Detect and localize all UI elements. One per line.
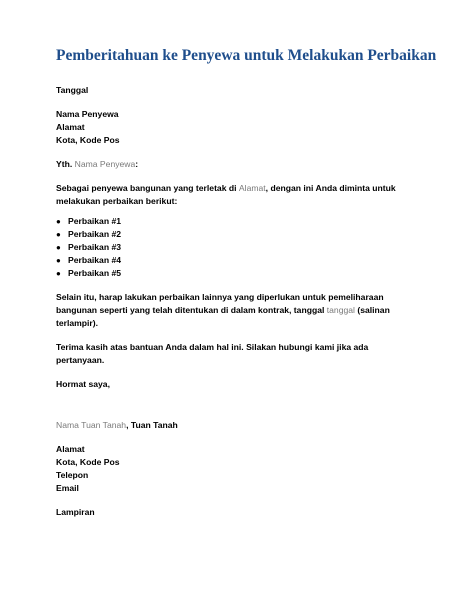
- bullet-icon: ●: [56, 217, 61, 226]
- list-item: [56, 228, 416, 241]
- closing: Hormat saya,: [56, 379, 110, 389]
- intro-text-before: Sebagai penyewa bangunan yang terletak di: [56, 183, 239, 193]
- date-label: Tanggal: [56, 85, 89, 95]
- list-item: [56, 267, 416, 280]
- repair-item-label: Perbaikan #3: [68, 242, 122, 252]
- bullet-icon: ●: [56, 243, 61, 252]
- bullet-icon: ●: [56, 256, 61, 265]
- sender-phone: Telepon: [56, 470, 89, 480]
- thanks-paragraph: Terima kasih atas bantuan Anda dalam hal ini. Silakan hubungi kami jika ada pertanyaan.: [56, 342, 369, 365]
- intro-address-placeholder: Alamat: [238, 183, 266, 193]
- salutation: [56, 158, 416, 171]
- list-item: [56, 241, 416, 254]
- body-date-placeholder: tanggal: [326, 305, 355, 315]
- sender-email: Email: [56, 483, 79, 493]
- recipient-city: Kota, Kode Pos: [56, 135, 120, 145]
- sender-address: Alamat: [56, 444, 85, 454]
- repair-item-label: Perbaikan #4: [68, 255, 122, 265]
- sender-city: Kota, Kode Pos: [56, 457, 120, 467]
- body-paragraph: [56, 291, 416, 330]
- attachment-label: Lampiran: [56, 507, 95, 517]
- salutation-name-placeholder: Nama Penyewa: [74, 159, 136, 169]
- bullet-icon: ●: [56, 230, 61, 239]
- letter-title: Pemberitahuan ke Penyewa untuk Melakukan Perbaikan: [56, 47, 437, 64]
- repair-item-label: Perbaikan #2: [68, 229, 122, 239]
- body-text-before: Selain itu, harap lakukan perbaikan lainnya yang diperlukan untuk pemeliharaan bangunan seperti yang telah ditentukan di dalam kontrak, tanggal: [56, 292, 384, 315]
- repair-list: [56, 215, 416, 280]
- recipient-name: Nama Penyewa: [56, 109, 119, 119]
- repair-item-label: Perbaikan #5: [68, 268, 122, 278]
- recipient-address: Alamat: [56, 122, 85, 132]
- list-item: [56, 254, 416, 267]
- sender-name-placeholder: Nama Tuan Tanah: [56, 420, 127, 430]
- recipient-block: [56, 108, 416, 147]
- list-item: [56, 215, 416, 228]
- sender-name-line: [56, 419, 416, 432]
- intro-paragraph: [56, 182, 416, 208]
- intro-text-after: , dengan ini Anda diminta untuk melakukan perbaikan berikut:: [56, 183, 396, 206]
- body-text-after: (salinan terlampir).: [56, 305, 390, 328]
- repair-item-label: Perbaikan #1: [68, 216, 122, 226]
- sender-block: [56, 419, 416, 495]
- sender-role: , Tuan Tanah: [126, 420, 178, 430]
- bullet-icon: ●: [56, 269, 61, 278]
- letter-page: [56, 46, 437, 519]
- salutation-prefix: Yth.: [56, 159, 73, 169]
- salutation-suffix: :: [135, 159, 139, 169]
